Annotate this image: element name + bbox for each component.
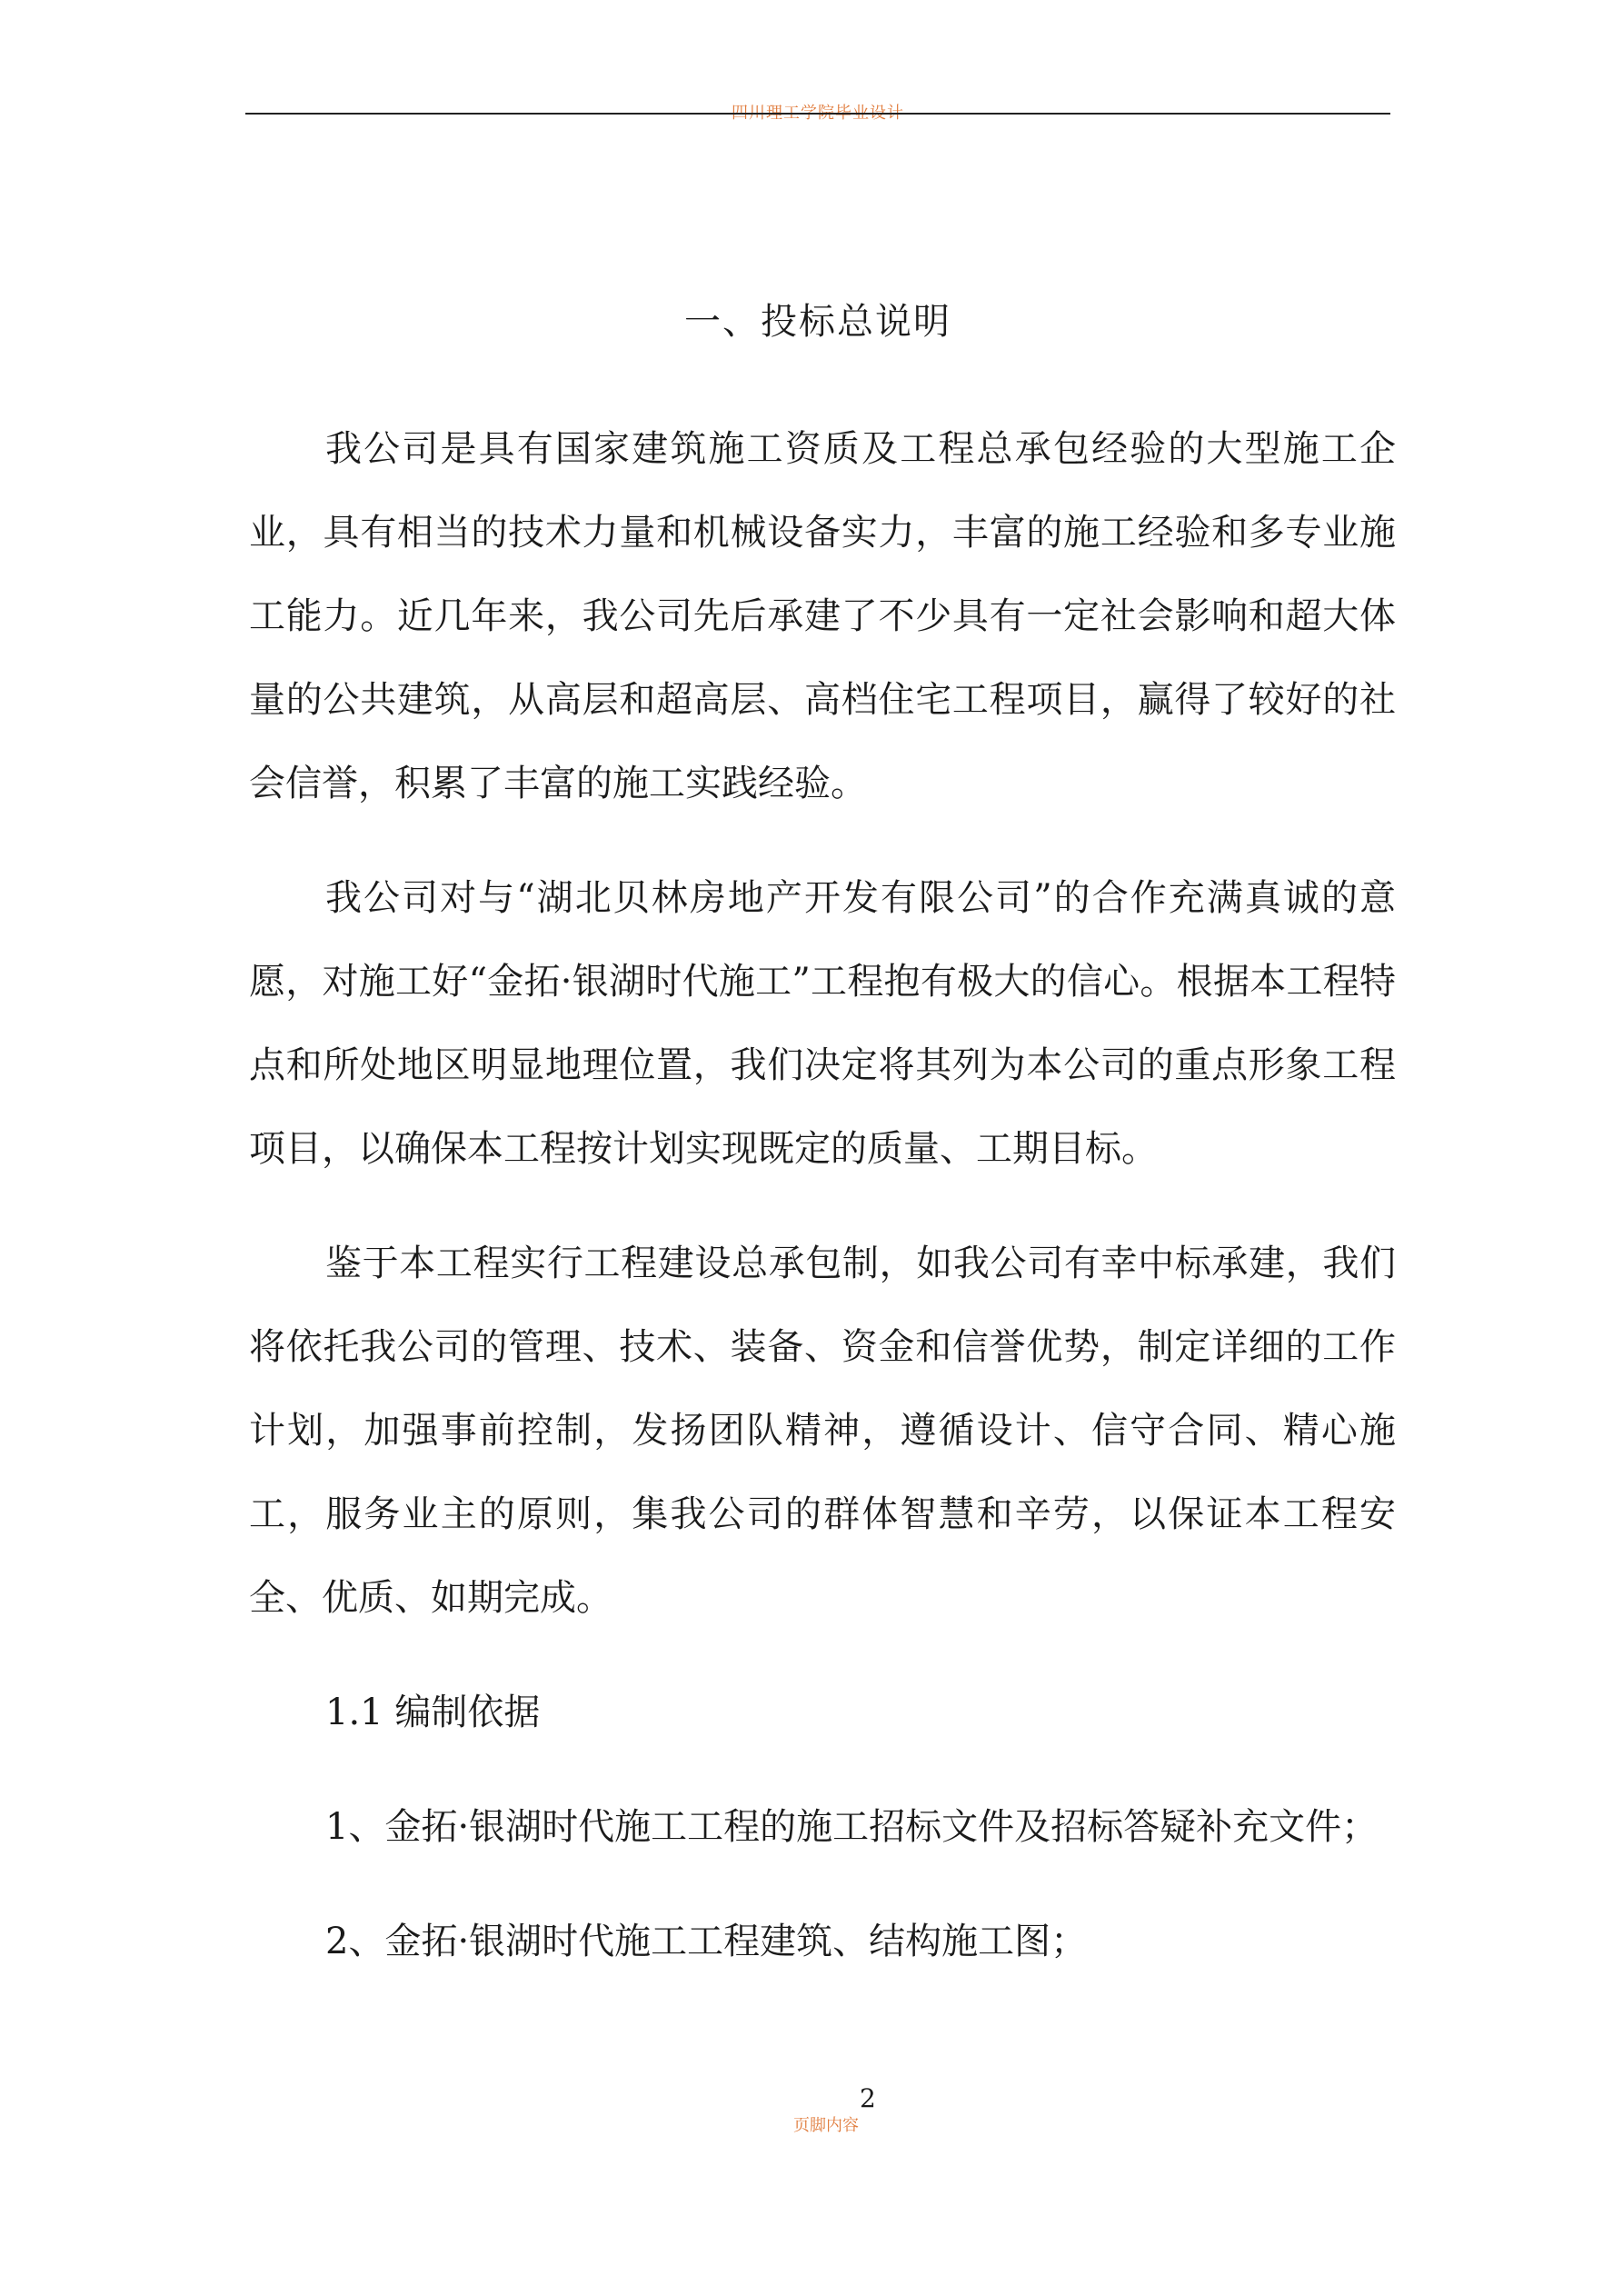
page-header: 四川理工学院毕业设计 (732, 104, 904, 123)
basis-item-1: 1、金拓·银湖时代施工工程的施工招标文件及招标答疑补充文件； (325, 1806, 1379, 1848)
header-rule (245, 113, 1390, 115)
basis-item-2: 2、金拓·银湖时代施工工程建筑、结构施工图； (325, 1921, 1088, 1962)
page-number: 2 (860, 2083, 876, 2113)
section-title: 一、投标总说明 (684, 301, 951, 343)
paragraph-intro: 我公司是具有国家建筑施工资质及工程总承包经验的大型施工企业，具有相当的技术力量和机械设备实力，丰富的施工经验和多专业施工能力。近几年来，我公司先后承建了不少具有一定社会影响和超大体量的公共建筑，从高层和超高层、高档住宅工程项目，赢得了较好的社会信誉，积累了丰富的施工实践经验。 (249, 428, 1396, 804)
paragraph-cooperation: 我公司对与“湖北贝林房地产开发有限公司”的合作充满真诚的意愿，对施工好“金拓·银湖时代施工”工程抱有极大的信心。根据本工程特点和所处地区明显地理位置，我们决定将其列为本公司的重点形象工程项目，以确保本工程按计划实现既定的质量、工期目标。 (249, 877, 1396, 1170)
subsection-heading: 1.1 编制依据 (325, 1692, 541, 1733)
page-footer: 页脚内容 (793, 2116, 859, 2135)
paragraph-commitment: 鉴于本工程实行工程建设总承包制，如我公司有幸中标承建，我们将依托我公司的管理、技术、装备、资金和信誉优势，制定详细的工作计划，加强事前控制，发扬团队精神，遵循设计、信守合同、精心施工，服务业主的原则，集我公司的群体智慧和辛劳，以保证本工程安全、优质、如期完成。 (249, 1243, 1396, 1619)
document-body (249, 407, 1396, 2014)
